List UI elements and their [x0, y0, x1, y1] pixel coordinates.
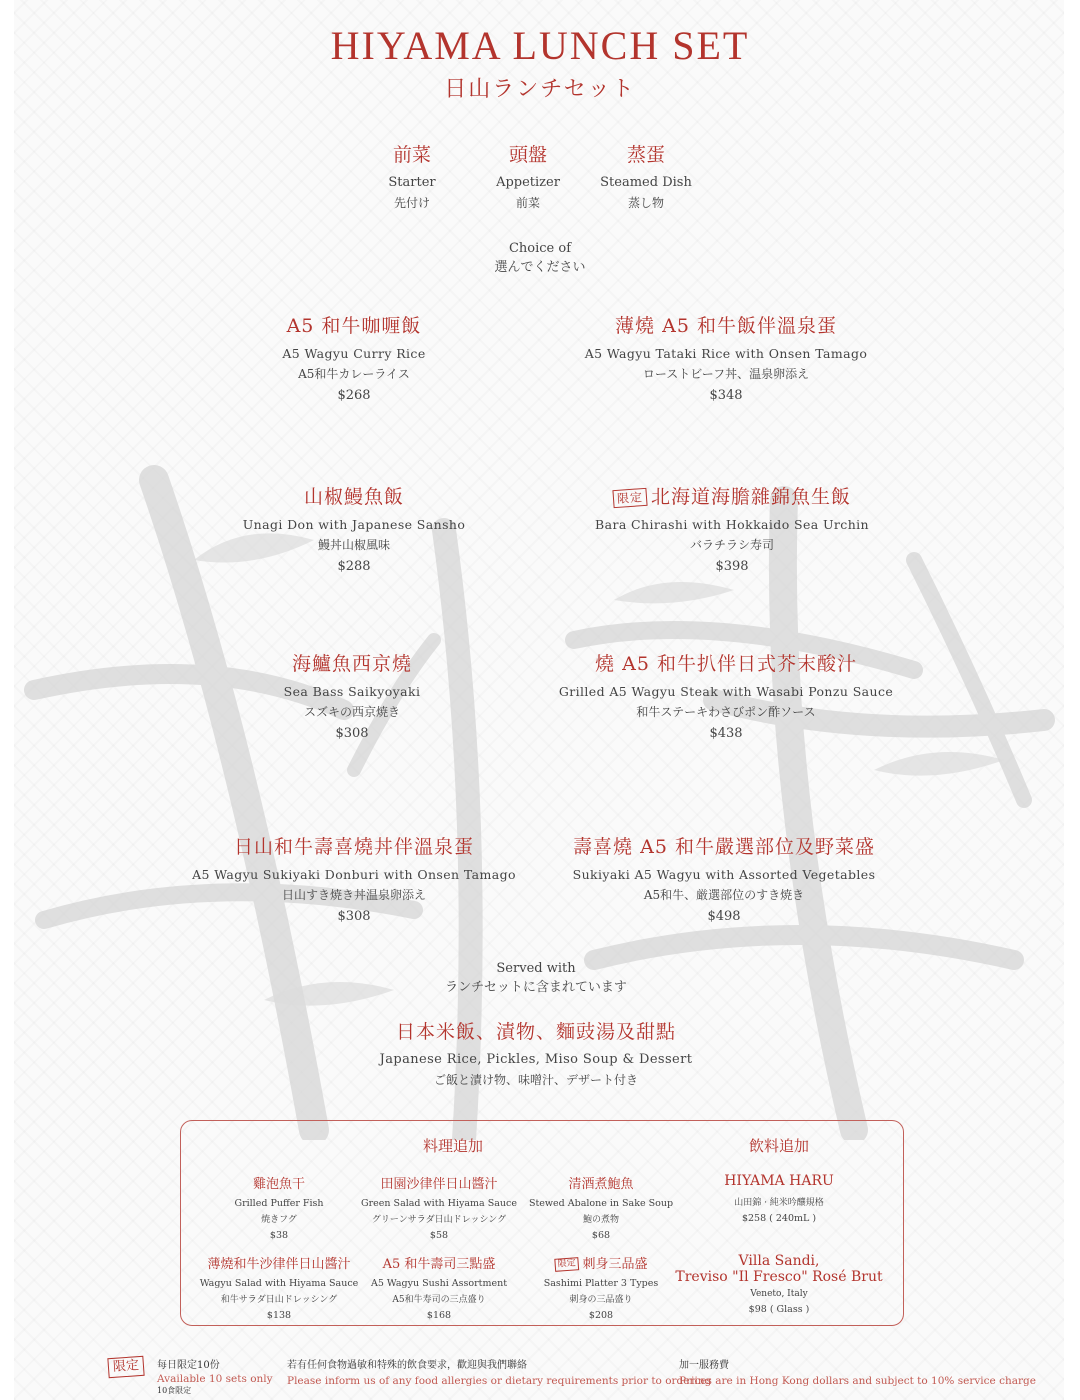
course-zh: 頭盤: [508, 144, 547, 166]
limited-stamp: [108, 1356, 148, 1377]
dish-en: Sukiyaki A5 Wagyu with Assorted Vegetables: [572, 867, 876, 882]
dish-ja: 鰻丼山椒風味: [317, 538, 391, 552]
allergy-zh: 若有任何食物過敏和特殊的飲食要求，歡迎與我們聯絡: [287, 1360, 527, 1371]
main-dish: [573, 832, 876, 924]
dish-ja: 日山すき焼き丼温泉卵添え: [281, 888, 426, 902]
limited-badge: 限定: [612, 488, 647, 508]
dish-zh: 日山和牛壽喜燒丼伴溫泉蛋: [233, 836, 474, 858]
course-zh: 前菜: [392, 144, 432, 166]
addon-ja: 焼きフグ: [261, 1215, 297, 1225]
dish-ja: スズキの西京焼き: [303, 705, 401, 719]
served-with-label: [445, 959, 627, 997]
drink-addon-heading: 飲料追加: [748, 1137, 810, 1155]
drink-name: HIYAMA HARU: [724, 1173, 834, 1189]
drink-detail: Veneto, Italy: [750, 1289, 808, 1299]
dish-zh-with-badge: [595, 482, 869, 509]
addon-en: Grilled Puffer Fish: [234, 1198, 324, 1209]
course-ja: 蒸し物: [627, 196, 664, 210]
dish-price: $348: [709, 388, 743, 403]
addon-zh: 雞泡魚干: [252, 1177, 306, 1192]
served-items: [380, 1017, 693, 1088]
menu-page: [14, 0, 1064, 1400]
dish-price: $398: [715, 559, 749, 574]
menu-title: HIYAMA LUNCH SET: [330, 23, 750, 68]
choice-label: [494, 239, 585, 277]
allergy-note: [287, 1356, 711, 1387]
drink-price: $258 ( 240mL ): [741, 1213, 817, 1224]
drink-name-line2: Treviso "Il Fresco" Rosé Brut: [675, 1269, 883, 1285]
addon-zh: 清酒煮鮑魚: [568, 1177, 634, 1192]
addon-zh: 田園沙律伴日山醬汁: [380, 1177, 498, 1192]
addon-ja: 刺身の三品盛り: [569, 1295, 633, 1305]
drink-addon-item: [675, 1253, 882, 1315]
addon-zh: A5 和牛壽司三點盛: [382, 1257, 496, 1272]
served-ja: ランチセットに含まれています: [445, 980, 627, 995]
dish-zh: 燒 A5 和牛扒伴日式芥末酸汁: [595, 653, 857, 675]
addon-price: $208: [588, 1310, 614, 1321]
main-dish: [585, 311, 868, 403]
dish-price: $438: [709, 726, 743, 741]
dish-ja: 和牛ステーキわさびポン酢ソース: [636, 705, 816, 719]
dish-zh: 薄燒 A5 和牛飯伴溫泉蛋: [615, 315, 837, 337]
dish-en: A5 Wagyu Sukiyaki Donburi with Onsen Tamago: [192, 867, 516, 882]
served-zh: 日本米飯、漬物、麵豉湯及甜點: [395, 1021, 677, 1043]
limited-note: [157, 1356, 273, 1396]
limit-ja: 10食限定: [157, 1386, 192, 1395]
food-addon-item: [371, 1253, 507, 1321]
dish-price: $498: [707, 909, 741, 924]
service-charge-note: [679, 1356, 1036, 1387]
main-dish: [243, 482, 466, 574]
addon-price: $58: [429, 1230, 449, 1241]
dish-price: $288: [337, 559, 371, 574]
addon-zh: 刺身三品盛: [582, 1257, 648, 1272]
dish-ja: A5和牛カレーライス: [298, 367, 410, 381]
main-dish: [192, 832, 516, 924]
served-en: Served with: [496, 961, 576, 976]
course-appetizer: [496, 140, 560, 211]
addon-price: $38: [269, 1230, 289, 1241]
drink-detail: 山田錦 · 純米吟釀規格: [734, 1198, 824, 1208]
dish-en: A5 Wagyu Curry Rice: [282, 346, 426, 361]
course-en: Appetizer: [496, 175, 560, 190]
addon-ja: 鮑の煮物: [582, 1215, 620, 1225]
dish-en: Unagi Don with Japanese Sansho: [242, 517, 466, 532]
addon-zh-with-badge: [544, 1253, 659, 1272]
dish-zh: 壽喜燒 A5 和牛嚴選部位及野菜盛: [573, 836, 875, 858]
menu-subtitle: 日山ランチセット: [444, 77, 636, 102]
main-dish: [559, 649, 893, 741]
food-addon-item: [544, 1253, 659, 1321]
addon-zh: 薄燒和牛沙律伴日山醬汁: [207, 1257, 351, 1272]
service-en: Prices are in Hong Kong dollars and subject to 10% service charge: [679, 1375, 1036, 1387]
dish-ja: ローストビーフ丼、温泉卵添え: [642, 367, 810, 381]
addon-price: $138: [266, 1310, 292, 1321]
served-en2: Japanese Rice, Pickles, Miso Soup & Dessert: [379, 1052, 693, 1067]
course-starter: [388, 140, 435, 211]
dish-zh: 山椒鰻魚飯: [303, 486, 405, 508]
course-steamed: [600, 140, 692, 211]
dish-en: A5 Wagyu Tataki Rice with Onsen Tamago: [584, 346, 868, 361]
limited-badge: 限定: [107, 1355, 144, 1377]
drink-addon-item: [724, 1173, 834, 1224]
food-addon-item: [200, 1253, 359, 1321]
addon-en: A5 Wagyu Sushi Assortment: [370, 1278, 508, 1289]
dish-price: $308: [335, 726, 369, 741]
course-en: Starter: [388, 175, 436, 190]
dish-en: Sea Bass Saikyoyaki: [283, 684, 421, 699]
dish-ja: バラチラシ寿司: [689, 538, 775, 552]
addon-en: Stewed Abalone in Sake Soup: [528, 1198, 674, 1209]
food-addon-item: [361, 1173, 517, 1241]
dish-ja: A5和牛、厳選部位のすき焼き: [643, 888, 805, 902]
dish-price: $268: [337, 388, 371, 403]
food-addon-item: [234, 1173, 323, 1241]
choice-en: Choice of: [508, 241, 572, 256]
drink-price: $98 ( Glass ): [748, 1304, 810, 1315]
addon-price: $168: [426, 1310, 452, 1321]
main-dish: [595, 482, 869, 574]
course-en: Steamed Dish: [600, 175, 692, 190]
addon-en: Green Salad with Hiyama Sauce: [361, 1198, 517, 1209]
course-ja: 前菜: [515, 196, 540, 210]
addons-panel: [180, 1120, 904, 1326]
served-ja2: ご飯と漬け物、味噌汁、デザート付き: [433, 1073, 639, 1087]
addon-price: $68: [591, 1230, 611, 1241]
course-zh: 蒸蛋: [626, 144, 665, 166]
service-zh: 加一服務費: [679, 1360, 729, 1371]
dish-zh: 海鱸魚西京燒: [291, 653, 413, 675]
dish-en: Grilled A5 Wagyu Steak with Wasabi Ponzu Sauce: [558, 684, 894, 699]
limit-en: Available 10 sets only: [157, 1373, 273, 1385]
addon-en: Wagyu Salad with Hiyama Sauce: [199, 1278, 359, 1289]
dish-en: Bara Chirashi with Hokkaido Sea Urchin: [595, 517, 869, 532]
food-addon-item: [529, 1173, 673, 1241]
drink-name: Villa Sandi,: [738, 1253, 820, 1269]
main-dish: [282, 311, 425, 403]
choice-ja: 選んでください: [494, 260, 586, 275]
addon-en: Sashimi Platter 3 Types: [543, 1278, 659, 1289]
course-ja: 先付け: [393, 196, 431, 210]
dish-zh: A5 和牛咖喱飯: [286, 315, 422, 337]
addon-ja: 和牛サラダ日山ドレッシング: [220, 1295, 338, 1305]
limited-badge: 限定: [554, 1257, 579, 1272]
limit-zh: 每日限定10份: [157, 1360, 220, 1371]
main-dish: [284, 649, 421, 741]
food-addon-heading: 料理追加: [422, 1137, 484, 1155]
dish-zh: 北海道海膽雜錦魚生飯: [650, 486, 852, 508]
dish-price: $308: [337, 909, 371, 924]
addon-ja: A5和牛寿司の三点盛り: [392, 1295, 486, 1305]
allergy-en: Please inform us of any food allergies or dietary requirements prior to ordering: [287, 1375, 712, 1387]
addon-ja: グリーンサラダ日山ドレッシング: [371, 1215, 507, 1225]
